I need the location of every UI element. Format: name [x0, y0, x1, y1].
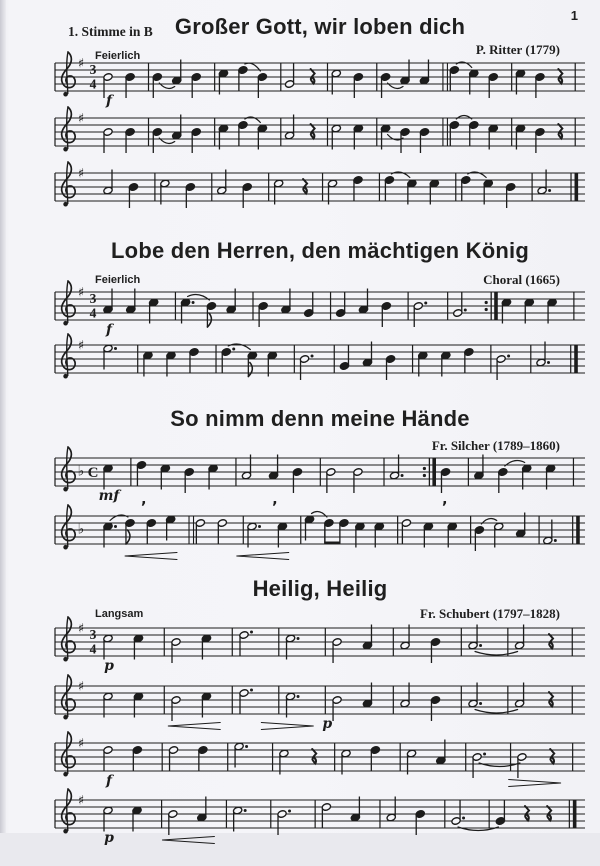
svg-text:p: p	[322, 716, 333, 732]
staff	[51, 496, 591, 582]
svg-text:f: f	[105, 322, 113, 338]
svg-text:♯: ♯	[77, 285, 85, 301]
svg-text:’: ’	[140, 498, 147, 516]
tempo-marking: Langsam	[95, 608, 144, 620]
svg-text:mf: mf	[98, 488, 120, 504]
page-number: 1	[570, 8, 578, 23]
composer-credit: Choral (1665)	[483, 272, 560, 287]
svg-text:♯: ♯	[77, 621, 85, 637]
piece-title: Lobe den Herren, den mächtigen König	[111, 238, 529, 263]
composer-credit: P. Ritter (1779)	[475, 42, 560, 57]
staff	[51, 153, 591, 239]
svg-text:♭: ♭	[77, 463, 85, 480]
svg-text:f: f	[105, 773, 113, 789]
piece-title: So nimm denn meine Hände	[170, 406, 470, 431]
svg-text:C: C	[87, 465, 99, 481]
svg-text:3: 3	[89, 291, 97, 306]
svg-text:♯: ♯	[77, 338, 85, 354]
svg-text:♯: ♯	[77, 166, 85, 182]
svg-text:♯: ♯	[77, 111, 85, 127]
staff	[51, 325, 591, 411]
svg-text:4: 4	[89, 305, 97, 321]
svg-text:♯: ♯	[77, 679, 85, 695]
svg-text:f: f	[105, 93, 113, 109]
svg-text:3: 3	[89, 627, 97, 642]
tempo-marking: Feierlich	[95, 274, 141, 286]
svg-text:♯: ♯	[77, 793, 85, 809]
composer-credit: Fr. Silcher (1789–1860)	[431, 438, 560, 453]
composer-credit: Fr. Schubert (1797–1828)	[420, 606, 560, 621]
svg-text:p: p	[104, 658, 114, 674]
svg-text:3: 3	[89, 62, 97, 77]
svg-text:♯: ♯	[77, 56, 85, 72]
tempo-marking: Feierlich	[95, 50, 141, 62]
piece-title: Großer Gott, wir loben dich	[174, 14, 466, 39]
page-edge-shadow	[0, 0, 6, 833]
part-label: 1. Stimme in B	[68, 24, 153, 39]
staff	[51, 780, 591, 866]
svg-text:♯: ♯	[77, 736, 85, 752]
piece-title: Heilig, Heilig	[252, 576, 388, 601]
svg-text:4: 4	[89, 76, 97, 92]
svg-text:4: 4	[89, 641, 97, 657]
svg-text:♭: ♭	[77, 521, 85, 538]
svg-text:’: ’	[272, 498, 278, 516]
svg-text:’: ’	[441, 498, 448, 516]
svg-text:p: p	[104, 830, 114, 846]
